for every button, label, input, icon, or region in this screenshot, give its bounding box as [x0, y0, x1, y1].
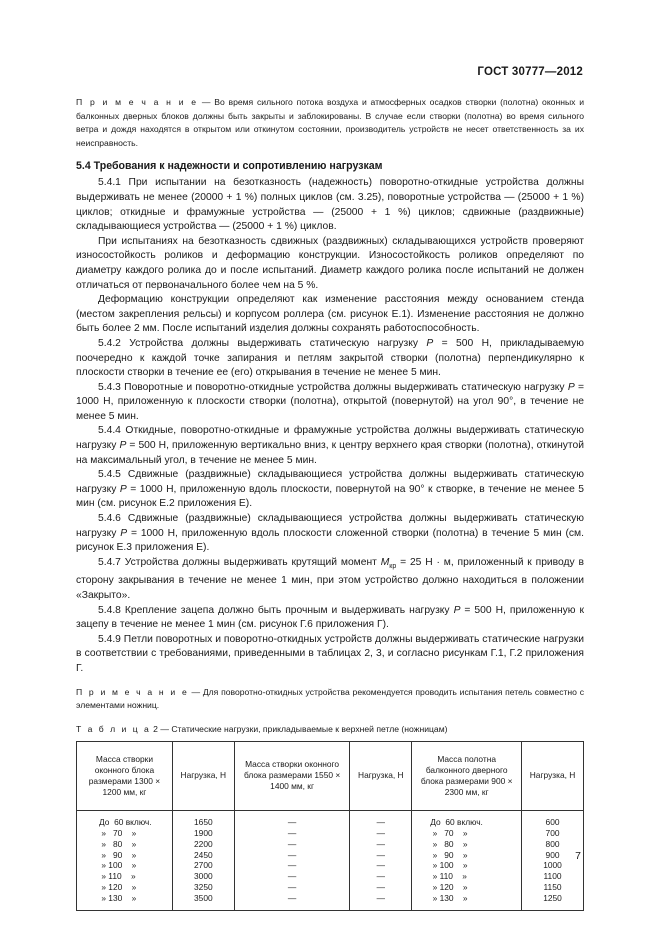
symbol-p: P	[120, 527, 128, 539]
table-row	[77, 882, 584, 893]
text-part: = 1000 Н, приложенную к плоскости створки (полотна), открытой (повернутой) на угол 90°, в течение не менее 5 мин.	[76, 381, 585, 422]
table-cell: » 90 »	[77, 850, 173, 861]
table-cell: 1150	[522, 882, 584, 893]
text-part: = 500 Н, приложенную вертикально вниз, к центру верхнего края створки (полотна), откинутой на максимальный угол, в течение не менее 5 мин.	[76, 440, 584, 466]
table-cell: 3000	[172, 871, 234, 882]
note-label: П р и м е ч а н и е	[76, 97, 199, 107]
table-row	[77, 850, 584, 861]
table-cell: » 110 »	[77, 871, 173, 882]
header-mass-900x2300: Масса полотна балконного дверного блока размерами 900 × 2300 мм, кг	[412, 741, 522, 810]
table-cell: » 110 »	[412, 871, 522, 882]
table-row	[77, 860, 584, 871]
table-cell: —	[350, 893, 412, 910]
paragraph-5-4-1: 5.4.1 При испытании на безотказность (надежность) поворотно-откидные устройства должны выдерживать не менее (20000 + 1 %) полных циклов (см. 3.25), поворотные устройства — (25000 + 1 %) циклов; откидные и фрамужные устройства — (25000 + 1 %) циклов; сдвижные (раздвижные) складывающиеся устройства — (25000 + 1 %) циклов.	[76, 177, 584, 233]
table-cell: » 80 »	[77, 839, 173, 850]
table-cell: —	[234, 850, 350, 861]
table-caption	[76, 723, 584, 735]
symbol-p: P	[453, 604, 461, 616]
table-cell: 3250	[172, 882, 234, 893]
table-cell: —	[234, 882, 350, 893]
note-text: — Во время сильного потока воздуха и атмосферных осадков створки (полотна) оконных и балконных дверных блоков должны быть закрыты и заблокированы. В случае если створки (полотна) во время сильного ветра и дождя находятся в открытом или откинутом состоянии, производитель устройств не несет ответственность за их неисправность.	[76, 97, 584, 148]
table-cell: —	[350, 850, 412, 861]
header-mass-1550x1400: Масса створки оконного блока размерами 1550 × 1400 мм, кг	[234, 741, 350, 810]
table-cell: 2700	[172, 860, 234, 871]
table-cell: 900	[522, 850, 584, 861]
text-part: 5.4.8 Крепление зацепа должно быть прочным и выдерживать нагрузку	[98, 604, 454, 616]
table-cell: До 60 включ.	[412, 810, 522, 827]
paragraph-5-4-9: 5.4.9 Петли поворотных и поворотно-откидных устройств должны выдерживать статические нагрузки в соответствии с требованиями, приведенными в таблицах 2, 3, и согласно рисункам Г.1, Г.2 приложения Г.	[76, 633, 584, 675]
table-cell: » 90 »	[412, 850, 522, 861]
header-load: Нагрузка, Н	[522, 741, 584, 810]
table-row	[77, 893, 584, 910]
table-row	[77, 871, 584, 882]
table-cell: —	[350, 828, 412, 839]
table-cell: 2450	[172, 850, 234, 861]
symbol-p: P	[567, 381, 575, 393]
table-row	[77, 839, 584, 850]
text-part: 5.4.6 Сдвижные (раздвижные) складывающиеся устройства должны выдерживать статическую нагрузку	[76, 513, 584, 539]
paragraph-5-4-3	[76, 381, 584, 425]
paragraph-rollers: При испытаниях на безотказность сдвижных (раздвижных) складывающихся устройств проверяют износостойкость роликов и деформацию конструкции. Износостойкость роликов определяют по диаметру каждого ролика до и после испытаний. Диаметр каждого ролика после испытаний не должен отличаться от первоначального более чем на 5 %.	[76, 235, 584, 291]
table-cell: » 120 »	[77, 882, 173, 893]
paragraph-5-4-5	[76, 468, 584, 512]
table-cell: —	[234, 810, 350, 827]
table-cell: —	[234, 893, 350, 910]
loads-table	[76, 741, 584, 911]
paragraph-deformation: Деформацию конструкции определяют как изменение расстояния между основанием стенда (местом закрепления рельсы) и корпусом роллера (см. рисунок Е.1). Изменение расстояния не должно быть более 2 мм. После испытаний изделия должны сохранять работоспособность.	[76, 294, 584, 335]
symbol-p: P	[426, 337, 434, 349]
table-cell: » 130 »	[412, 893, 522, 910]
text-part: 5.4.4 Откидные, поворотно-откидные и фрамужные устройства должны выдерживать статическую нагрузку	[76, 425, 584, 452]
table-cell: 1900	[172, 828, 234, 839]
header-load: Нагрузка, Н	[172, 741, 234, 810]
table-cell: До 60 включ.	[77, 810, 173, 827]
table-cell: 1100	[522, 871, 584, 882]
table-cell: —	[350, 871, 412, 882]
symbol-p: P	[119, 440, 127, 452]
table-cell: —	[350, 882, 412, 893]
symbol-m: M	[380, 556, 390, 568]
paragraph-5-4-4	[76, 424, 584, 468]
header-mass-1300x1200: Масса створки оконного блока размерами 1300 × 1200 мм, кг	[77, 741, 173, 810]
text-part: 5.4.2 Устройства должны выдерживать статическую нагрузку	[98, 337, 427, 349]
table-cell: » 100 »	[412, 860, 522, 871]
table-cell: —	[234, 871, 350, 882]
note-text: — Для поворотно-откидных устройства рекомендуется проводить испытания петель совместно с элементами ножниц.	[76, 686, 584, 711]
table-cell: 3500	[172, 893, 234, 910]
table-header-row	[77, 741, 584, 810]
note-hinges	[76, 686, 584, 713]
table-cell: 800	[522, 839, 584, 850]
table-cell: —	[350, 839, 412, 850]
table-cell: » 70 »	[77, 828, 173, 839]
paragraph-5-4-2	[76, 337, 584, 381]
table-cell: —	[234, 860, 350, 871]
table-cell: » 100 »	[77, 860, 173, 871]
table-cell: —	[350, 810, 412, 827]
table-caption-text: 2 — Статические нагрузки, прикладываемые к верхней петле (ножницам)	[150, 723, 448, 734]
header-load: Нагрузка, Н	[350, 741, 412, 810]
page-content	[76, 96, 584, 911]
table-row	[77, 828, 584, 839]
note-label: П р и м е ч а н и е	[76, 686, 189, 697]
symbol-subscript: кр	[389, 562, 397, 570]
table-cell: —	[350, 860, 412, 871]
table-cell: 700	[522, 828, 584, 839]
paragraph-5-4-6	[76, 512, 584, 556]
table-cell: » 130 »	[77, 893, 173, 910]
table-caption-label: Т а б л и ц а	[76, 723, 151, 734]
table-cell: » 70 »	[412, 828, 522, 839]
text-part: = 500 Н, приложенную к зацепу в течение не менее 1 мин (см. рисунок Г.6 приложения Г).	[76, 604, 584, 631]
table-cell: 600	[522, 810, 584, 827]
table-cell: 2200	[172, 839, 234, 850]
text-part: 5.4.3 Поворотные и поворотно-откидные устройства должны выдерживать статическую нагрузку	[98, 381, 568, 393]
symbol-p: P	[119, 483, 127, 495]
text-part: 5.4.7 Устройства должны выдерживать крутящий момент	[98, 556, 381, 568]
page-number: 7	[575, 850, 581, 862]
paragraph-5-4-8	[76, 604, 584, 633]
table-cell: » 80 »	[412, 839, 522, 850]
table-cell: 1250	[522, 893, 584, 910]
text-part: = 500 Н, прикладываемую поочередно к каждой точке запирания и петлям закрытой створки (полотна) перпендикулярно к плоскости створки в течение ее (его) открывания в течение не менее 5 мин.	[76, 337, 584, 379]
table-cell: —	[234, 828, 350, 839]
text-part: = 25 Н · м, приложенный к приводу в сторону закрывания в течение не менее 1 мин, при этом устройство должно находиться в положении «Закрыто».	[76, 556, 584, 602]
document-code: ГОСТ 30777—2012	[477, 66, 583, 78]
section-title: 5.4 Требования к надежности и сопротивлению нагрузкам	[76, 160, 383, 173]
paragraph-5-4-7	[76, 556, 584, 604]
table-cell: 1650	[172, 810, 234, 827]
note-wind	[76, 96, 584, 150]
text-part: = 1000 Н, приложенную вдоль плоскости сложенной створки (полотна) в течение 5 мин (см. рисунок Е.3 приложения Е).	[76, 527, 584, 554]
table-cell: » 120 »	[412, 882, 522, 893]
table-cell: —	[234, 839, 350, 850]
text-part: = 1000 Н, приложенную вдоль плоскости, повернутой на 90° к створке, в течение не менее 5 мин (см. рисунок Е.2 приложения Е).	[76, 483, 584, 510]
table-row	[77, 810, 584, 827]
table-cell: 1000	[522, 860, 584, 871]
text-part: 5.4.5 Сдвижные (раздвижные) складывающиеся устройства должны выдерживать статическую нагрузку	[76, 469, 584, 495]
